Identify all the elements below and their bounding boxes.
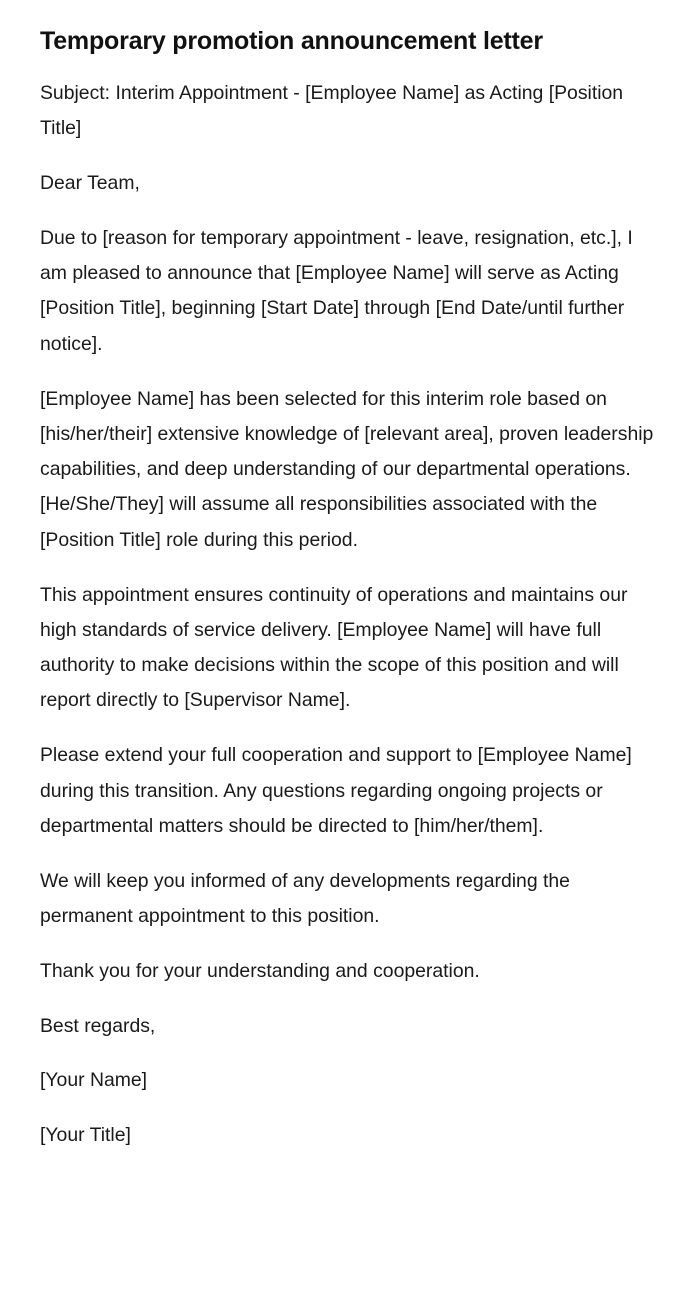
- body-paragraph-authority: This appointment ensures continuity of operations and maintains our high standards of service delivery. [Employee Name] will have full authority to make decisions within the scope of this position and will report directly to [Supervisor Name].: [40, 583, 628, 712]
- signature-title: [Your Title]: [40, 1124, 131, 1147]
- body-paragraph-qualifications: [Employee Name] has been selected for this interim role based on [his/her/their] extensive knowledge of [relevant area], proven leadership capabilities, and deep understanding of our departmental operations. [He/She/They] will assume all responsibilities associated with the [Position Title] role during this period.: [40, 387, 654, 551]
- body-paragraph-updates: We will keep you informed of any developments regarding the permanent appointment to this position.: [40, 869, 570, 927]
- letter-subject: Subject: Interim Appointment - [Employee Name] as Acting [Position Title]: [40, 82, 624, 140]
- letter-greeting: Dear Team,: [40, 172, 140, 195]
- letter-title: Temporary promotion announcement letter: [40, 27, 543, 55]
- letter-closing: Best regards,: [40, 1014, 156, 1037]
- signature-name: [Your Name]: [40, 1069, 148, 1092]
- body-paragraph-announcement: Due to [reason for temporary appointment - leave, resignation, etc.], I am pleased to announce that [Employee Name] will serve as Acting [Position Title], beginning [Start Date] through [End Date/until further notice].: [40, 226, 633, 355]
- body-paragraph-thanks: Thank you for your understanding and cooperation.: [40, 959, 480, 982]
- body-paragraph-cooperation: Please extend your full cooperation and support to [Employee Name] during this transition. Any questions regarding ongoing projects or departmental matters should be directed to [him/her/them].: [40, 744, 632, 837]
